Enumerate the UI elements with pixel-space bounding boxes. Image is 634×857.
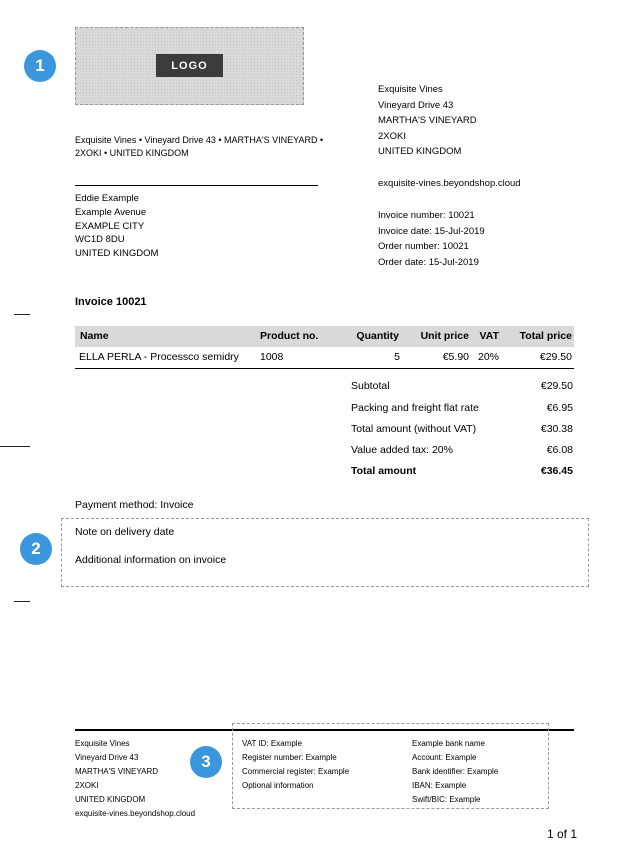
footer-address <box>75 737 195 821</box>
items-table-header <box>75 326 574 347</box>
shop-url: exquisite-vines.beyondshop.cloud <box>378 178 521 189</box>
header-vat: VAT <box>479 330 499 342</box>
vat-value: €6.08 <box>546 444 573 456</box>
header-product-no: Product no. <box>260 330 319 342</box>
logo-badge: LOGO <box>156 54 223 77</box>
invoice-date: Invoice date: 15-Jul-2019 <box>378 225 485 237</box>
shop-street: Vineyard Drive 43 <box>378 99 454 111</box>
order-date: Order date: 15-Jul-2019 <box>378 256 479 268</box>
invoice-meta <box>378 208 485 270</box>
footer-vat-id: VAT ID: Example <box>242 739 303 748</box>
invoice-title: Invoice 10021 <box>75 296 147 308</box>
footer-city: MARTHA'S VINEYARD <box>75 767 159 776</box>
recipient-street: Example Avenue <box>75 206 147 218</box>
cell-total-price: €29.50 <box>539 351 572 363</box>
sender-line <box>75 134 323 160</box>
cell-vat: 20% <box>478 351 500 363</box>
footer-company: Exquisite Vines <box>75 739 130 748</box>
net-total-value: €30.38 <box>540 423 573 435</box>
subtotal-value: €29.50 <box>540 380 573 392</box>
cell-product-no: 1008 <box>260 351 284 363</box>
sender-line-1: Exquisite Vines • Vineyard Drive 43 • MARTHA'S VINEYARD • <box>75 135 324 145</box>
footer-bank-identifier: Bank identifier: Example <box>412 767 499 776</box>
additional-info: Additional information on invoice <box>75 554 227 566</box>
recipient-city: EXAMPLE CITY <box>75 220 145 232</box>
footer-bank <box>412 737 498 807</box>
callout-marker-2: 2 <box>20 533 52 565</box>
shop-postcode: 2XOKI <box>378 130 406 142</box>
shop-name: Exquisite Vines <box>378 84 443 95</box>
header-quantity: Quantity <box>356 330 399 342</box>
shop-address <box>378 82 477 160</box>
shop-country: UNITED KINGDOM <box>378 146 462 158</box>
header-name: Name <box>80 330 109 342</box>
fold-mark-middle <box>0 446 30 447</box>
vat-label: Value added tax: 20% <box>351 444 453 456</box>
recipient-postcode: WC1D 8DU <box>75 234 125 246</box>
order-number: Order number: 10021 <box>378 241 469 253</box>
callout-marker-3: 3 <box>190 746 222 778</box>
sender-line-2: 2XOKI • UNITED KINGDOM <box>75 148 189 158</box>
grand-total-label: Total amount <box>351 465 417 477</box>
footer-register-number: Register number: Example <box>242 753 337 762</box>
shop-city: MARTHA'S VINEYARD <box>378 115 477 127</box>
cell-unit-price: €5.90 <box>442 351 469 363</box>
recipient-country: UNITED KINGDOM <box>75 248 159 260</box>
footer-swift: Swift/BIC: Example <box>412 795 481 804</box>
page-indicator: 1 of 1 <box>546 827 577 841</box>
header-total-price: Total price <box>519 330 572 342</box>
recipient-name: Eddie Example <box>75 193 139 204</box>
footer-account: Account: Example <box>412 753 477 762</box>
logo-placeholder <box>75 27 304 105</box>
table-row <box>75 347 574 369</box>
delivery-note: Note on delivery date <box>75 526 175 538</box>
freight-value: €6.95 <box>546 402 573 414</box>
footer-bank-name: Example bank name <box>412 739 485 748</box>
address-window-rule <box>75 185 318 186</box>
footer-commercial-register: Commercial register: Example <box>242 767 350 776</box>
payment-method: Payment method: Invoice <box>75 499 194 511</box>
footer-legal <box>242 737 349 793</box>
invoice-number: Invoice number: 10021 <box>378 210 475 221</box>
footer-url: exquisite-vines.beyondshop.cloud <box>75 809 196 818</box>
cell-quantity: 5 <box>394 351 400 363</box>
fold-mark-bottom <box>14 601 30 602</box>
callout-marker-1: 1 <box>24 50 56 82</box>
footer-optional-info: Optional information <box>242 781 314 790</box>
freight-label: Packing and freight flat rate <box>351 402 479 414</box>
footer-street: Vineyard Drive 43 <box>75 753 139 762</box>
subtotal-label: Subtotal <box>351 380 390 392</box>
net-total-label: Total amount (without VAT) <box>351 423 477 435</box>
header-unit-price: Unit price <box>420 330 469 342</box>
grand-total-value: €36.45 <box>540 465 573 477</box>
fold-mark-top <box>14 314 30 315</box>
footer-iban: IBAN: Example <box>412 781 467 790</box>
footer-postcode: 2XOKI <box>75 781 99 790</box>
footer-country: UNITED KINGDOM <box>75 795 146 804</box>
recipient-address <box>75 192 158 261</box>
cell-name: ELLA PERLA - Processco semidry <box>79 351 239 363</box>
